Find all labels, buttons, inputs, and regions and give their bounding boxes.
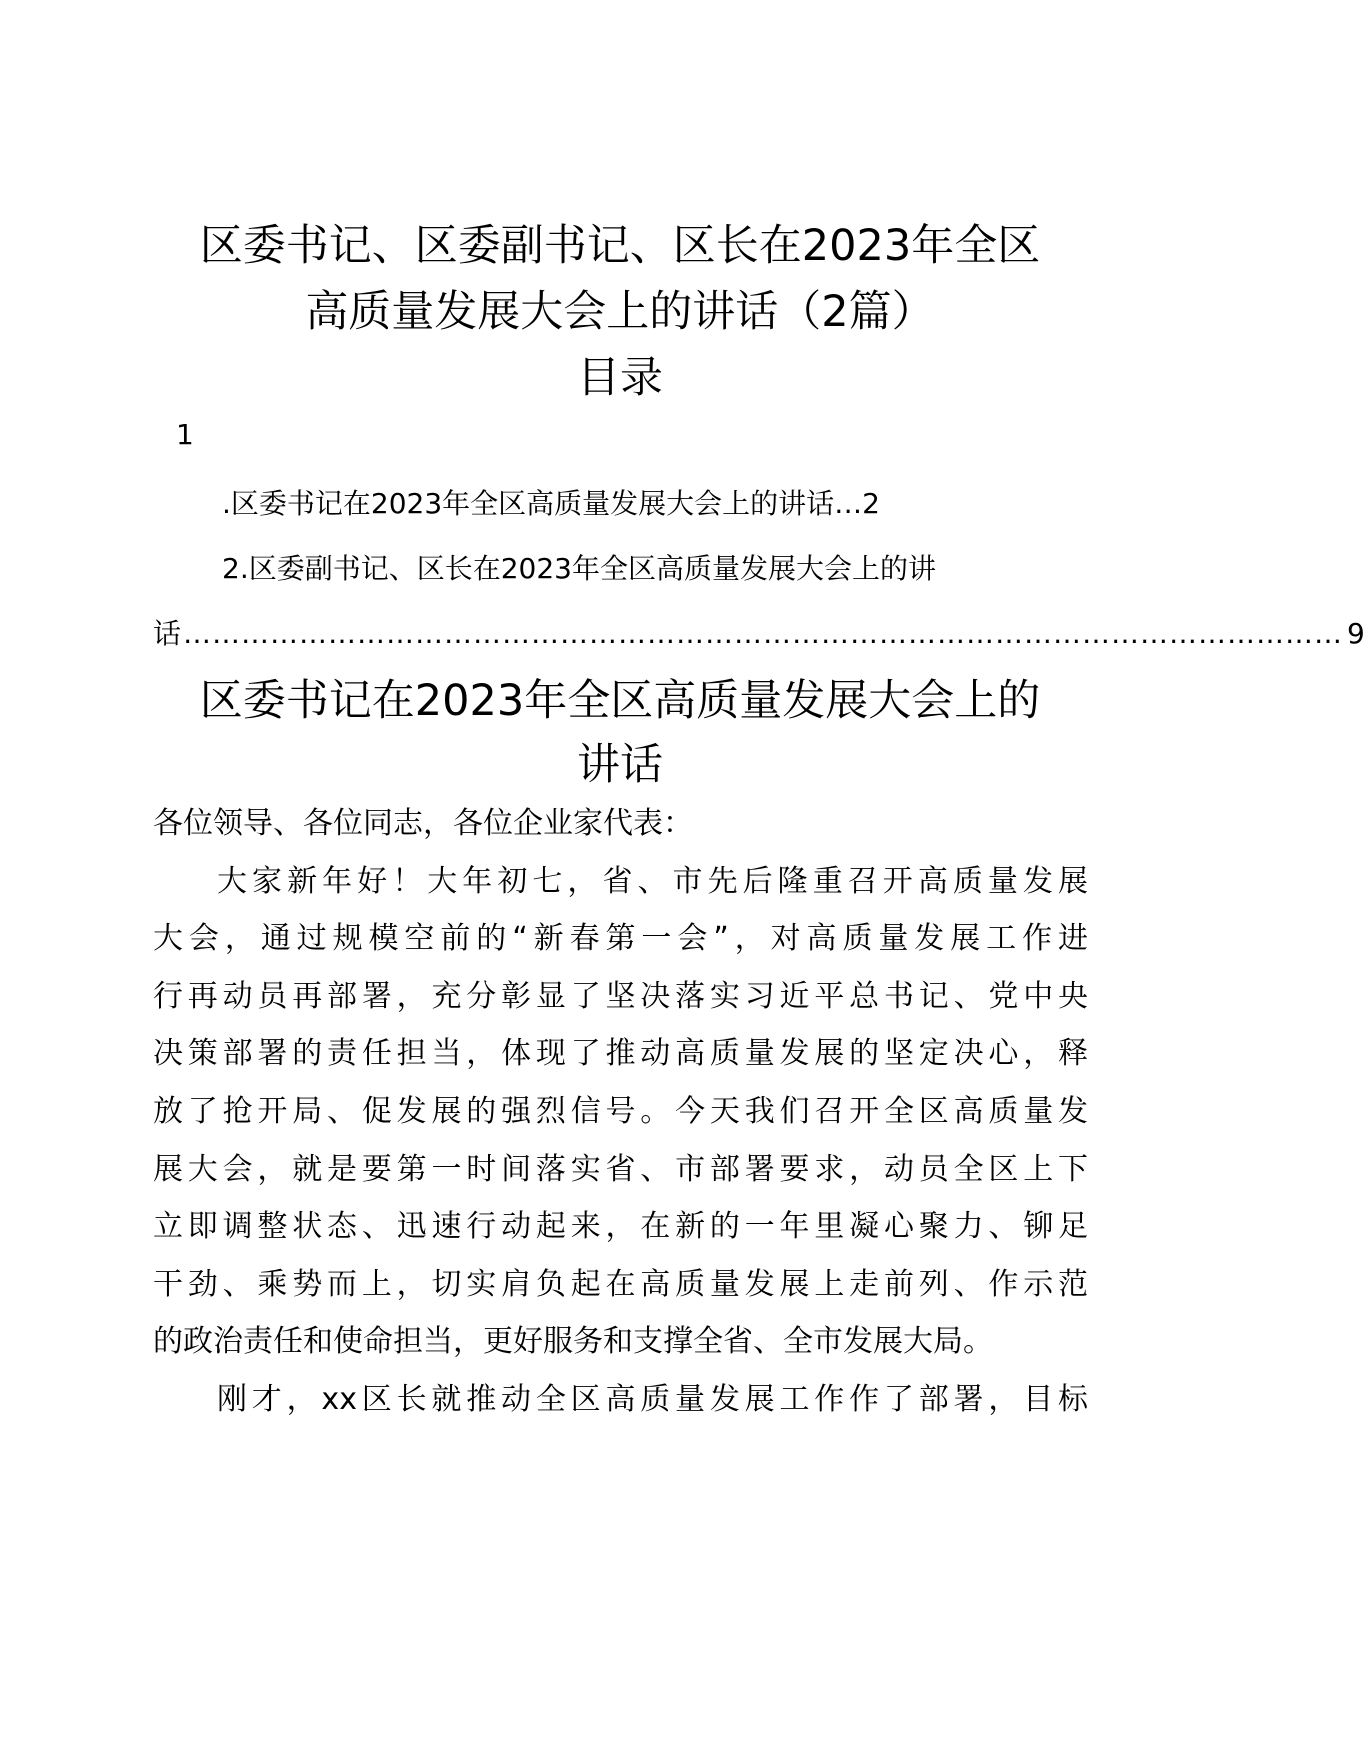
toc-page-number: 9 (1347, 617, 1365, 650)
paragraph-1-line-4: 决策部署的责任担当，体现了推动高质量发展的坚定决心，释 (153, 1036, 1088, 1071)
section-title-line-1: 区委书记在2023年全区高质量发展大会上的 (199, 676, 1041, 726)
document-title-line-2: 高质量发展大会上的讲话（2篇） (305, 287, 935, 337)
paragraph-1-line-6: 展大会，就是要第一时间落实省、市部署要求，动员全区上下 (153, 1152, 1088, 1187)
paragraph-2-line-1: 刚才，xx区长就推动全区高质量发展工作作了部署，目标 (217, 1382, 1088, 1417)
paragraph-1-line-3: 行再动员再部署，充分彰显了坚决落实习近平总书记、党中央 (153, 979, 1088, 1014)
paragraph-1-line-7: 立即调整状态、迅速行动起来，在新的一年里凝心聚力、铆足 (153, 1209, 1088, 1244)
document-title-line-1: 区委书记、区委副书记、区长在2023年全区 (199, 221, 1041, 271)
toc-item-2-line-2[interactable] (153, 614, 1365, 654)
toc-item-1[interactable]: .区委书记在2023年全区高质量发展大会上的讲话…2 (222, 487, 880, 520)
paragraph-1-line-2: 大会，通过规模空前的“新春第一会”，对高质量发展工作进 (153, 921, 1088, 956)
toc-item-2-line-1[interactable]: 2.区委副书记、区长在2023年全区高质量发展大会上的讲 (222, 552, 936, 585)
paragraph-1-line-5: 放了抢开局、促发展的强烈信号。今天我们召开全区高质量发 (153, 1094, 1088, 1129)
paragraph-1-line-9: 的政治责任和使命担当，更好服务和支撑全省、全市发展大局。 (153, 1324, 993, 1359)
paragraph-1-line-8: 干劲、乘势而上，切实肩负起在高质量发展上走前列、作示范 (153, 1267, 1088, 1302)
section-title-line-2: 讲话 (577, 740, 663, 790)
toc-dot-leader: ………………………………………………………………………………………………………… (183, 617, 1344, 650)
toc-item-2-text: 话 (153, 617, 182, 650)
salutation: 各位领导、各位同志，各位企业家代表： (153, 806, 693, 841)
paragraph-1-line-1: 大家新年好！大年初七，省、市先后隆重召开高质量发展 (217, 864, 1088, 899)
toc-item-number: 1 (176, 418, 194, 451)
toc-heading: 目录 (577, 353, 663, 403)
